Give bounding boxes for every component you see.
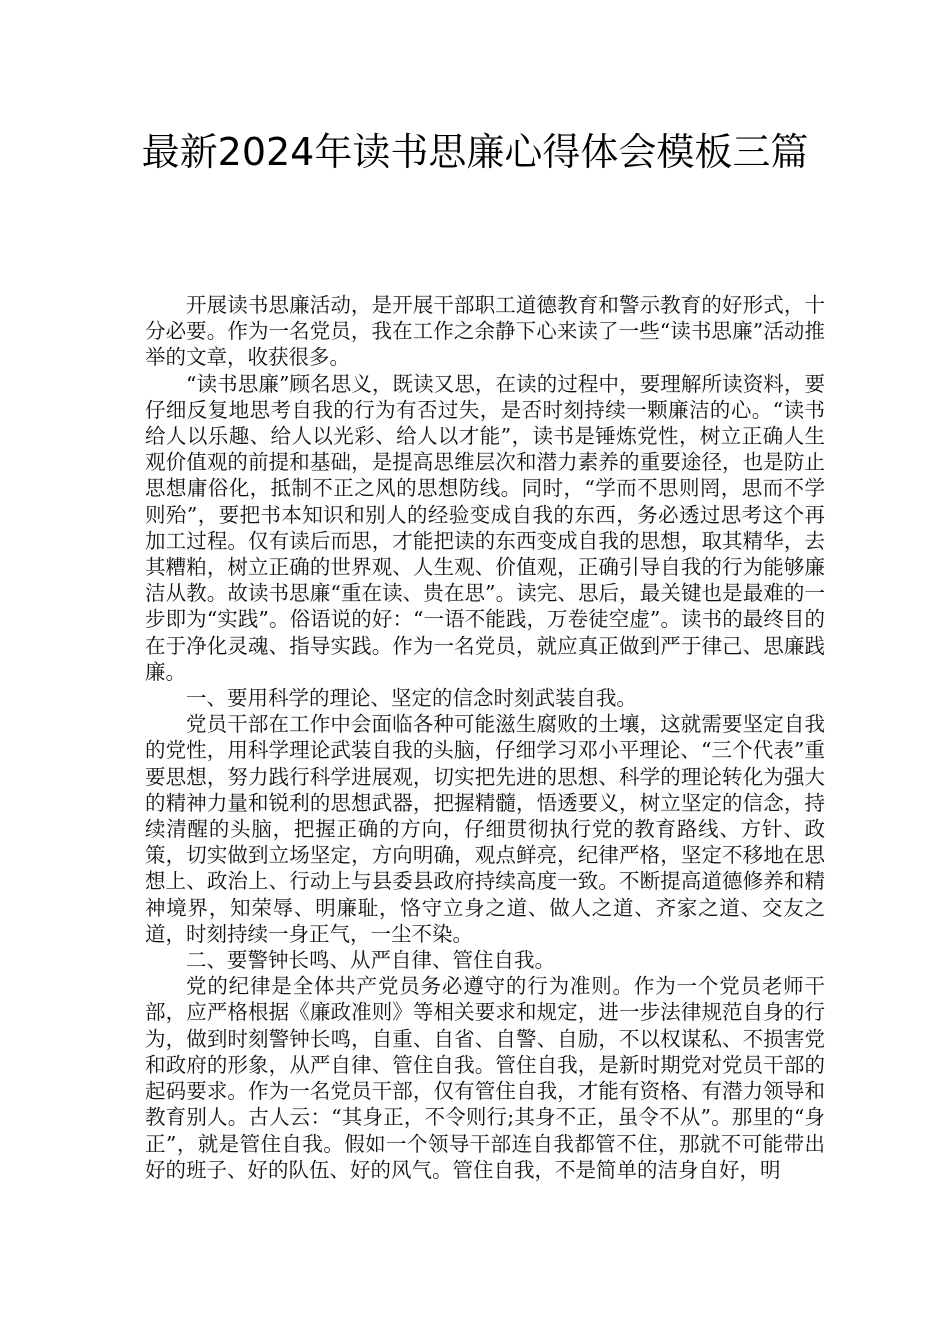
section-heading-one: 一、要用科学的理论、坚定的信念时刻武装自我。 [186,686,637,711]
paragraph-section-one: 党员干部在工作中会面临各种可能滋生腐败的土壤，这就需要坚定自我的党性，用科学理论武装自我的头脑，仔细学习邓小平理论、“三个代表”重要思想，努力践行科学进展观，切实把先进的思想、科学的理论转化为强大的精神力量和锐利的思想武器，把握精髓，悟透要义，树立坚定的信念，持续清醒的头脑，把握正确的方向，仔细贯彻执行党的教育路线、方针、政策，切实做到立场坚定，方向明确，观点鲜亮，纪律严格，坚定不移地在思想上、政治上、行动上与县委县政府持续高度一致。不断提高道德修养和精神境界，知荣辱、明廉耻，恪守立身之道、做人之道、齐家之道、交友之道，时刻持续一身正气，一尘不染。 [145,712,825,946]
paragraph-intro: 开展读书思廉活动，是开展干部职工道德教育和警示教育的好形式，十分必要。作为一名党员，我在工作之余静下心来读了一些“读书思廉”活动推举的文章，收获很多。 [145,293,825,370]
document-title: 最新2024年读书思廉心得体会模板三篇 [141,130,809,174]
paragraph-reading-meaning: “读书思廉”顾名思义，既读又思，在读的过程中，要理解所读资料，要仔细反复地思考自我的行为有否过失，是否时刻持续一颗廉洁的心。“读书给人以乐趣、给人以光彩、给人以才能”，读书是锤炼党性，树立正确人生观价值观的前提和基础，是提高思维层次和潜力素养的重要途径，也是防止思想庸俗化，抵制不正之风的思想防线。同时，“学而不思则罔，思而不学则殆”，要把书本知识和别人的经验变成自我的东西，务必透过思考这个再加工过程。仅有读后而思，才能把读的东西变成自我的思想，取其精华，去其糟粕，树立正确的世界观、人生观、价值观，正确引导自我的行为能够廉洁从教。故读书思廉“重在读、贵在思”。读完、思后，最关键也是最难的一步即为“实践”。俗语说的好：“一语不能践，万卷徒空虚”。读书的最终目的在于净化灵魂、指导实践。作为一名党员，就应真正做到严于律己、思廉践廉。 [145,371,825,684]
section-heading-two: 二、要警钟长鸣、从严自律、管住自我。 [186,948,555,973]
document-body [145,292,825,1183]
paragraph-section-two: 党的纪律是全体共产党员务必遵守的行为准则。作为一个党员老师干部，应严格根据《廉政准则》等相关要求和规定，进一步法律规范自身的行为，做到时刻警钟长鸣，自重、自省、自警、自励，不以权谋私、不损害党和政府的形象，从严自律、管住自我。管住自我，是新时期党对党员干部的起码要求。作为一名党员干部，仅有管住自我，才能有资格、有潜力领导和教育别人。古人云：“其身正，不令则行;其身不正，虽令不从”。那里的“身正”，就是管住自我。假如一个领导干部连自我都管不住，那就不可能带出好的班子、好的队伍、好的风气。管住自我，不是简单的洁身自好，明 [145,974,825,1182]
